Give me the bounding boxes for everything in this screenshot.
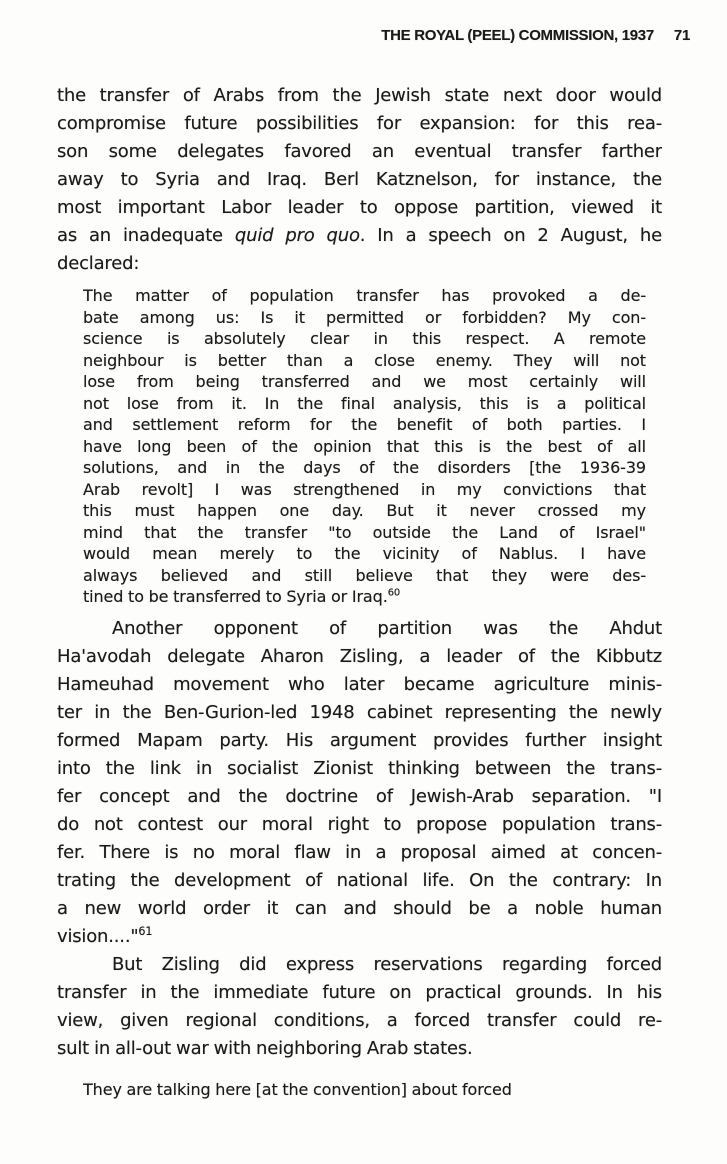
text-line: Hameuhad movement who later became agriculture minis- <box>57 673 662 695</box>
text-line: do not contest our moral right to propose population trans- <box>57 813 662 835</box>
text-line: and settlement reform for the benefit of both parties. I <box>83 415 646 434</box>
text-line: tined to be transferred to Syria or Iraq.$^{60}$ <box>83 587 401 606</box>
text-line: sult in all-out war with neighboring Arab states. <box>57 1037 473 1059</box>
block-quote-katznelson <box>83 285 646 608</box>
text-line: into the link in socialist Zionist thinking between the trans- <box>57 757 662 779</box>
text-line: transfer in the immediate future on practical grounds. In his <box>57 981 662 1003</box>
text-line: fer. There is no moral flaw in a proposal aimed at concen- <box>57 841 662 863</box>
text-line: this must happen one day. But it never crossed my <box>83 501 646 520</box>
text-line: a new world order it can and should be a noble human <box>57 897 662 919</box>
text-line: vision...."$^{61}$ <box>57 924 153 947</box>
text-line: Ha'avodah delegate Aharon Zisling, a leader of the Kibbutz <box>57 645 662 667</box>
text-line: always believed and still believe that they were des- <box>83 565 646 585</box>
text-line: not lose from it. In the final analysis, this is a political <box>83 393 646 413</box>
text-line: most important Labor leader to oppose partition, viewed it <box>57 197 662 218</box>
text-line: the transfer of Arabs from the Jewish state next door would <box>57 85 662 106</box>
text-line: would mean merely to the vicinity of Nablus. I have <box>83 544 646 563</box>
text-line: Another opponent of partition was the Ahdut <box>112 617 662 639</box>
text-line: have long been of the opinion that this is the best of all <box>83 436 646 456</box>
text-line: lose from being transferred and we most certainly will <box>83 372 646 391</box>
text-line: compromise future possibilities for expansion: for this rea- <box>57 113 662 134</box>
footnote-marker: 60 <box>387 587 401 599</box>
paragraph-reservations <box>57 951 662 1063</box>
paragraph-continued <box>57 82 662 278</box>
text-line: formed Mapam party. His argument provides further insight <box>57 729 662 751</box>
footnote-marker: 61 <box>138 924 153 938</box>
text-line: They are talking here [at the convention] about forced <box>83 1079 512 1099</box>
text-line: view, given regional conditions, a forced transfer could re- <box>57 1009 662 1031</box>
block-quote-convention <box>83 1079 646 1101</box>
page-body <box>57 82 662 1100</box>
page-header <box>0 27 690 44</box>
text-line: mind that the transfer "to outside the Land of Israel" <box>83 522 646 542</box>
page-number: 71 <box>673 27 690 44</box>
text-line: Arab revolt] I was strengthened in my convictions that <box>83 479 646 499</box>
text-line: trating the development of national life. On the contrary: In <box>57 869 662 891</box>
text-line: solutions, and in the days of the disorders [the 1936-39 <box>83 458 646 477</box>
text-line: son some delegates favored an eventual transfer farther <box>57 141 662 162</box>
text-line: declared: <box>57 253 140 274</box>
running-title: THE ROYAL (PEEL) COMMISSION, 1937 <box>381 27 654 44</box>
text-line: bate among us: Is it permitted or forbidden? My con- <box>83 307 646 327</box>
text-line: ter in the Ben-Gurion-led 1948 cabinet representing the newly <box>57 701 662 723</box>
text-line: as an inadequate quid pro quo. In a speech on 2 August, he <box>57 225 662 246</box>
text-line: away to Syria and Iraq. Berl Katznelson, for instance, the <box>57 169 662 190</box>
text-line: science is absolutely clear in this respect. A remote <box>83 329 646 348</box>
text-line: The matter of population transfer has provoked a de- <box>83 286 646 305</box>
text-line: neighbour is better than a close enemy. They will not <box>83 350 646 370</box>
text-line: But Zisling did express reservations regarding forced <box>112 953 662 975</box>
paragraph-zisling <box>57 615 662 951</box>
text-line: fer concept and the doctrine of Jewish-Arab separation. "I <box>57 785 662 807</box>
